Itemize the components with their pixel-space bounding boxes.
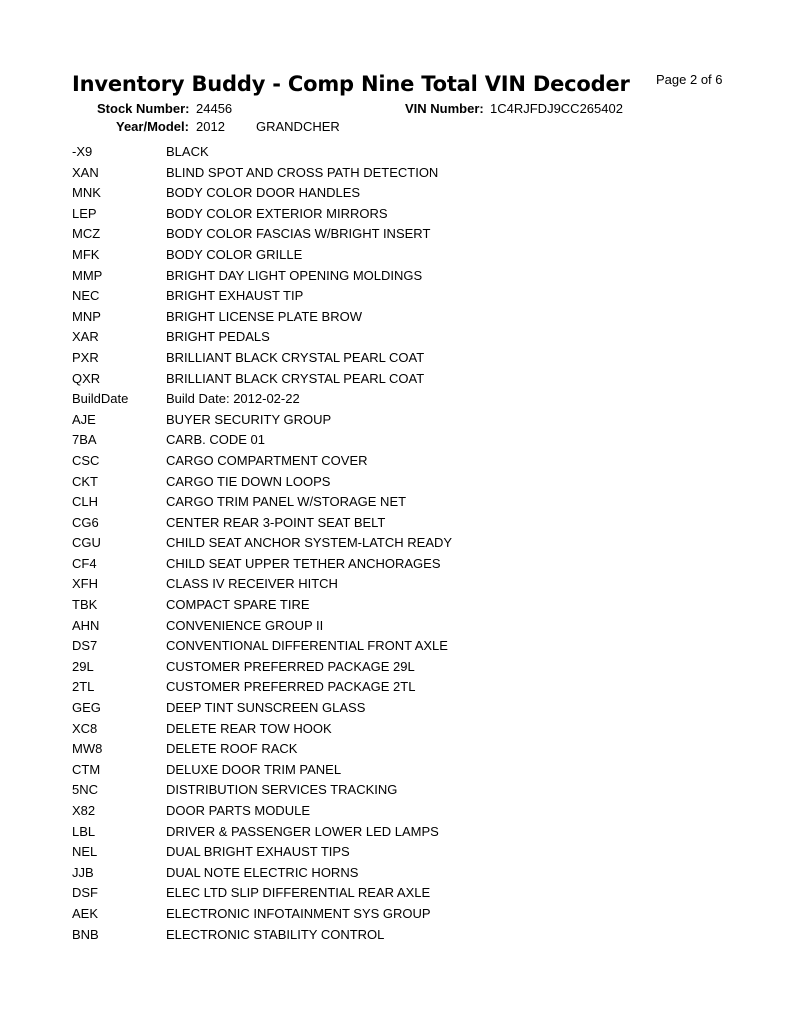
year-value: 2012 (196, 119, 225, 134)
stock-number-label (97, 101, 189, 117)
option-description: BRIGHT PEDALS (166, 329, 270, 345)
option-description: COMPACT SPARE TIRE (166, 597, 310, 613)
option-description: BRIGHT DAY LIGHT OPENING MOLDINGS (166, 267, 423, 283)
option-code: MCZ (72, 226, 101, 242)
year-model-label-text: Year/Model: (116, 119, 189, 134)
option-code: CF4 (72, 555, 97, 571)
option-description: Build Date: 2012-02-22 (166, 391, 300, 407)
option-code: BNB (72, 926, 99, 942)
option-code: PXR (72, 349, 99, 365)
option-description: ELEC LTD SLIP DIFFERENTIAL REAR AXLE (166, 885, 431, 901)
option-code: MMP (72, 267, 103, 283)
option-description: BRILLIANT BLACK CRYSTAL PEARL COAT (166, 349, 425, 365)
option-description: BLACK (166, 144, 209, 159)
option-code: MFK (72, 246, 100, 262)
option-description: ELECTRONIC INFOTAINMENT SYS GROUP (166, 905, 431, 921)
option-code: -X9 (72, 144, 93, 159)
option-code: CLH (72, 494, 99, 510)
page-number: Page 2 of 6 (656, 72, 723, 87)
vin-number-label (405, 101, 484, 117)
option-code: MW8 (72, 741, 103, 757)
year-model-label (116, 119, 189, 135)
stock-number-label-text: Stock Number: (97, 101, 190, 116)
option-description: BRIGHT LICENSE PLATE BROW (166, 308, 363, 324)
option-description: BUYER SECURITY GROUP (166, 411, 332, 427)
option-description: DEEP TINT SUNSCREEN GLASS (166, 700, 366, 716)
option-description: CARB. CODE 01 (166, 432, 265, 448)
option-description: CARGO TRIM PANEL W/STORAGE NET (166, 494, 407, 510)
option-code: MNP (72, 308, 101, 324)
option-code: AEK (72, 905, 99, 921)
option-code: BuildDate (72, 391, 129, 407)
option-description: DELETE ROOF RACK (166, 741, 298, 757)
option-code: AJE (72, 411, 96, 427)
option-code: NEC (72, 288, 100, 304)
option-description: BODY COLOR EXTERIOR MIRRORS (166, 205, 388, 221)
option-description: DISTRIBUTION SERVICES TRACKING (166, 782, 398, 798)
option-code: AHN (72, 617, 100, 633)
option-code: 29L (72, 658, 94, 674)
option-description: BODY COLOR FASCIAS W/BRIGHT INSERT (166, 226, 431, 242)
option-description: BLIND SPOT AND CROSS PATH DETECTION (166, 164, 439, 180)
option-code: QXR (72, 370, 101, 386)
option-code: 5NC (72, 782, 99, 798)
option-description: DELETE REAR TOW HOOK (166, 720, 332, 736)
option-description: BODY COLOR DOOR HANDLES (166, 185, 361, 201)
option-description: DELUXE DOOR TRIM PANEL (166, 761, 342, 777)
option-description: DOOR PARTS MODULE (166, 803, 310, 818)
option-code: 2TL (72, 679, 95, 695)
option-description: CHILD SEAT UPPER TETHER ANCHORAGES (166, 555, 441, 571)
option-code: NEL (72, 844, 98, 860)
option-description: CONVENTIONAL DIFFERENTIAL FRONT AXLE (166, 638, 448, 654)
option-description: DUAL NOTE ELECTRIC HORNS (166, 864, 359, 880)
option-code: CKT (72, 473, 98, 489)
option-description: CLASS IV RECEIVER HITCH (166, 576, 338, 592)
option-code: X82 (72, 803, 96, 818)
vin-number-value: 1C4RJFDJ9CC265402 (490, 101, 623, 116)
model-value: GRANDCHER (256, 119, 340, 134)
option-code: XC8 (72, 720, 98, 736)
option-code: GEG (72, 700, 101, 716)
option-description: BODY COLOR GRILLE (166, 246, 303, 262)
option-description: DUAL BRIGHT EXHAUST TIPS (166, 844, 350, 860)
option-code: 7BA (72, 432, 97, 448)
option-code: LEP (72, 205, 97, 221)
option-code: CGU (72, 535, 101, 551)
option-description: BRILLIANT BLACK CRYSTAL PEARL COAT (166, 370, 425, 386)
option-code: CG6 (72, 514, 99, 530)
option-code: XAR (72, 329, 99, 345)
option-description: BRIGHT EXHAUST TIP (166, 288, 304, 304)
option-code: JJB (72, 864, 94, 880)
vin-number-label-text: VIN Number: (405, 101, 484, 116)
option-description: ELECTRONIC STABILITY CONTROL (166, 926, 385, 942)
option-code: TBK (72, 597, 98, 613)
option-description: DRIVER & PASSENGER LOWER LED LAMPS (166, 823, 439, 839)
option-description: CUSTOMER PREFERRED PACKAGE 2TL (166, 679, 416, 695)
option-code: XFH (72, 576, 98, 592)
option-code: LBL (72, 823, 96, 839)
option-description: CENTER REAR 3-POINT SEAT BELT (166, 514, 386, 530)
option-description: CARGO COMPARTMENT COVER (166, 452, 368, 468)
option-description: CARGO TIE DOWN LOOPS (166, 473, 331, 489)
option-code: XAN (72, 164, 99, 180)
stock-number-value: 24456 (196, 101, 233, 116)
option-description: CONVENIENCE GROUP II (166, 617, 324, 633)
option-code: MNK (72, 185, 101, 201)
option-code: DS7 (72, 638, 98, 654)
option-description: CUSTOMER PREFERRED PACKAGE 29L (166, 658, 415, 674)
option-description: CHILD SEAT ANCHOR SYSTEM-LATCH READY (166, 535, 453, 551)
option-code: CSC (72, 452, 100, 468)
option-code: CTM (72, 761, 101, 777)
page-title: Inventory Buddy - Comp Nine Total VIN Decoder (72, 72, 630, 96)
option-code: DSF (72, 885, 98, 901)
